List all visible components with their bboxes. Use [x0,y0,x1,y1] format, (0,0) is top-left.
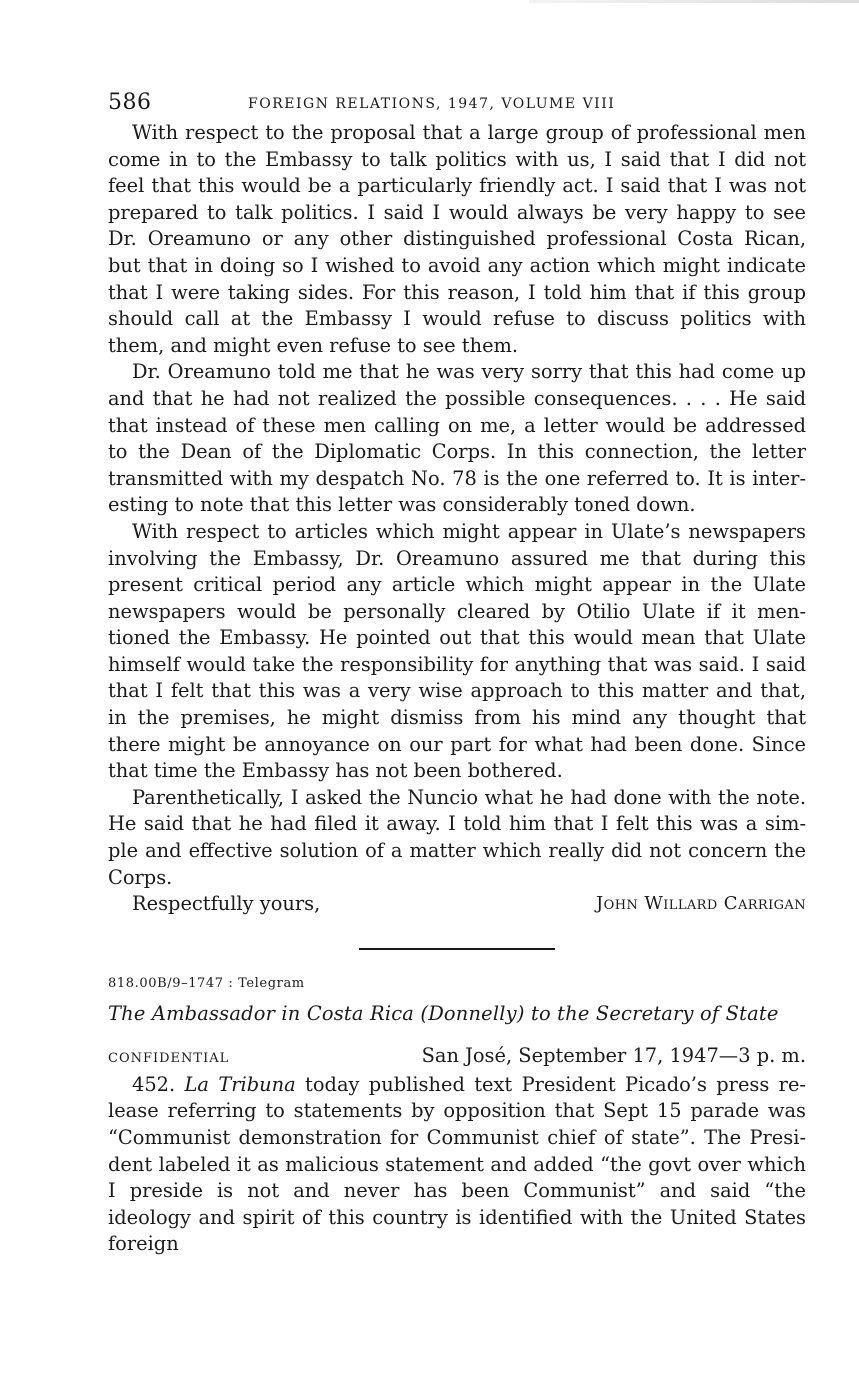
letter-paragraph: With respect to the proposal that a large group of professional men come in to the Embassy to talk politics with us, I said that I did not feel that this would be a particularly friendly act. I said that I was not prepared to talk politics. I said I would always be very happy to see Dr. Oreamuno or any other distinguished professional Costa Rican, but that in doing so I wished to avoid any action which might indicate that I were taking sides. For this reason, I told him that if this group should call at the Embassy I would refuse to discuss politics with them, and might even refuse to see them. [108,121,806,357]
closing: Respectfully yours, [132,892,321,916]
letter-paragraph: Parenthetically, I asked the Nuncio what he had done with the note. He said that he had filed it away. I told him that I felt this was a simple and effective solution of a matter which really did not concern the Corps. [108,785,806,889]
classification-label: CONFIDENTIAL [108,1050,230,1066]
page-header [108,84,806,120]
dateline-row [108,1043,806,1072]
document-page [108,84,806,1258]
telegram-body [108,1072,806,1258]
telegram-text: today published text President Picado’s press release referring to statements by opposition that Sept 15 parade was “Communist demonstration for Communist chief of state”. The President labeled it as malicious statement and added “the govt over which I preside is not and never has been Communist” and said “the ideology and spirit of this country is identified with the United States foreign [108,1072,806,1256]
file-number: 818.00B/9–1747 : Telegram [108,975,305,991]
page-number: 586 [108,90,152,115]
document-heading: The Ambassador in Costa Rica (Donnelly) to the Secretary of State [108,1001,779,1025]
letter-signoff [108,891,806,918]
letter-body [108,120,806,891]
letter-paragraph: Dr. Oreamuno told me that he was very sorry that this had come up and that he had not realized the possible consequences. . . . He said that instead of these men calling on me, a letter would be addressed to the Dean of the Diplomatic Corps. In this connection, the letter transmitted with my despatch No. 78 is the one referred to. It is interesting to note that this letter was considerably toned down. [108,360,806,517]
letter-paragraph: With respect to articles which might appear in Ulate’s newspapers involving the Embassy, Dr. Oreamuno assured me that during this present critical period any article which might appear in the Ulate newspapers would be personally cleared by Otilio Ulate if it mentioned the Embassy. He pointed out that this would mean that Ulate himself would take the responsibility for anything that was said. I said that I felt that this was a very wise approach to this matter and that, in the premises, he might dismiss from his mind any thought that there might be annoyance on our part for what had been done. Since that time the Embassy has not been bothered. [108,519,806,783]
section-divider [359,948,555,950]
running-head: FOREIGN RELATIONS, 1947, VOLUME VIII [248,96,616,112]
signature: John Willard Carrigan [596,893,806,915]
telegram-number: 452. [132,1072,176,1096]
newspaper-title: La Tribuna [184,1072,296,1096]
dateline: San José, September 17, 1947—3 p. m. [421,1043,806,1067]
scan-edge [529,0,859,3]
telegram-paragraph [108,1072,806,1258]
